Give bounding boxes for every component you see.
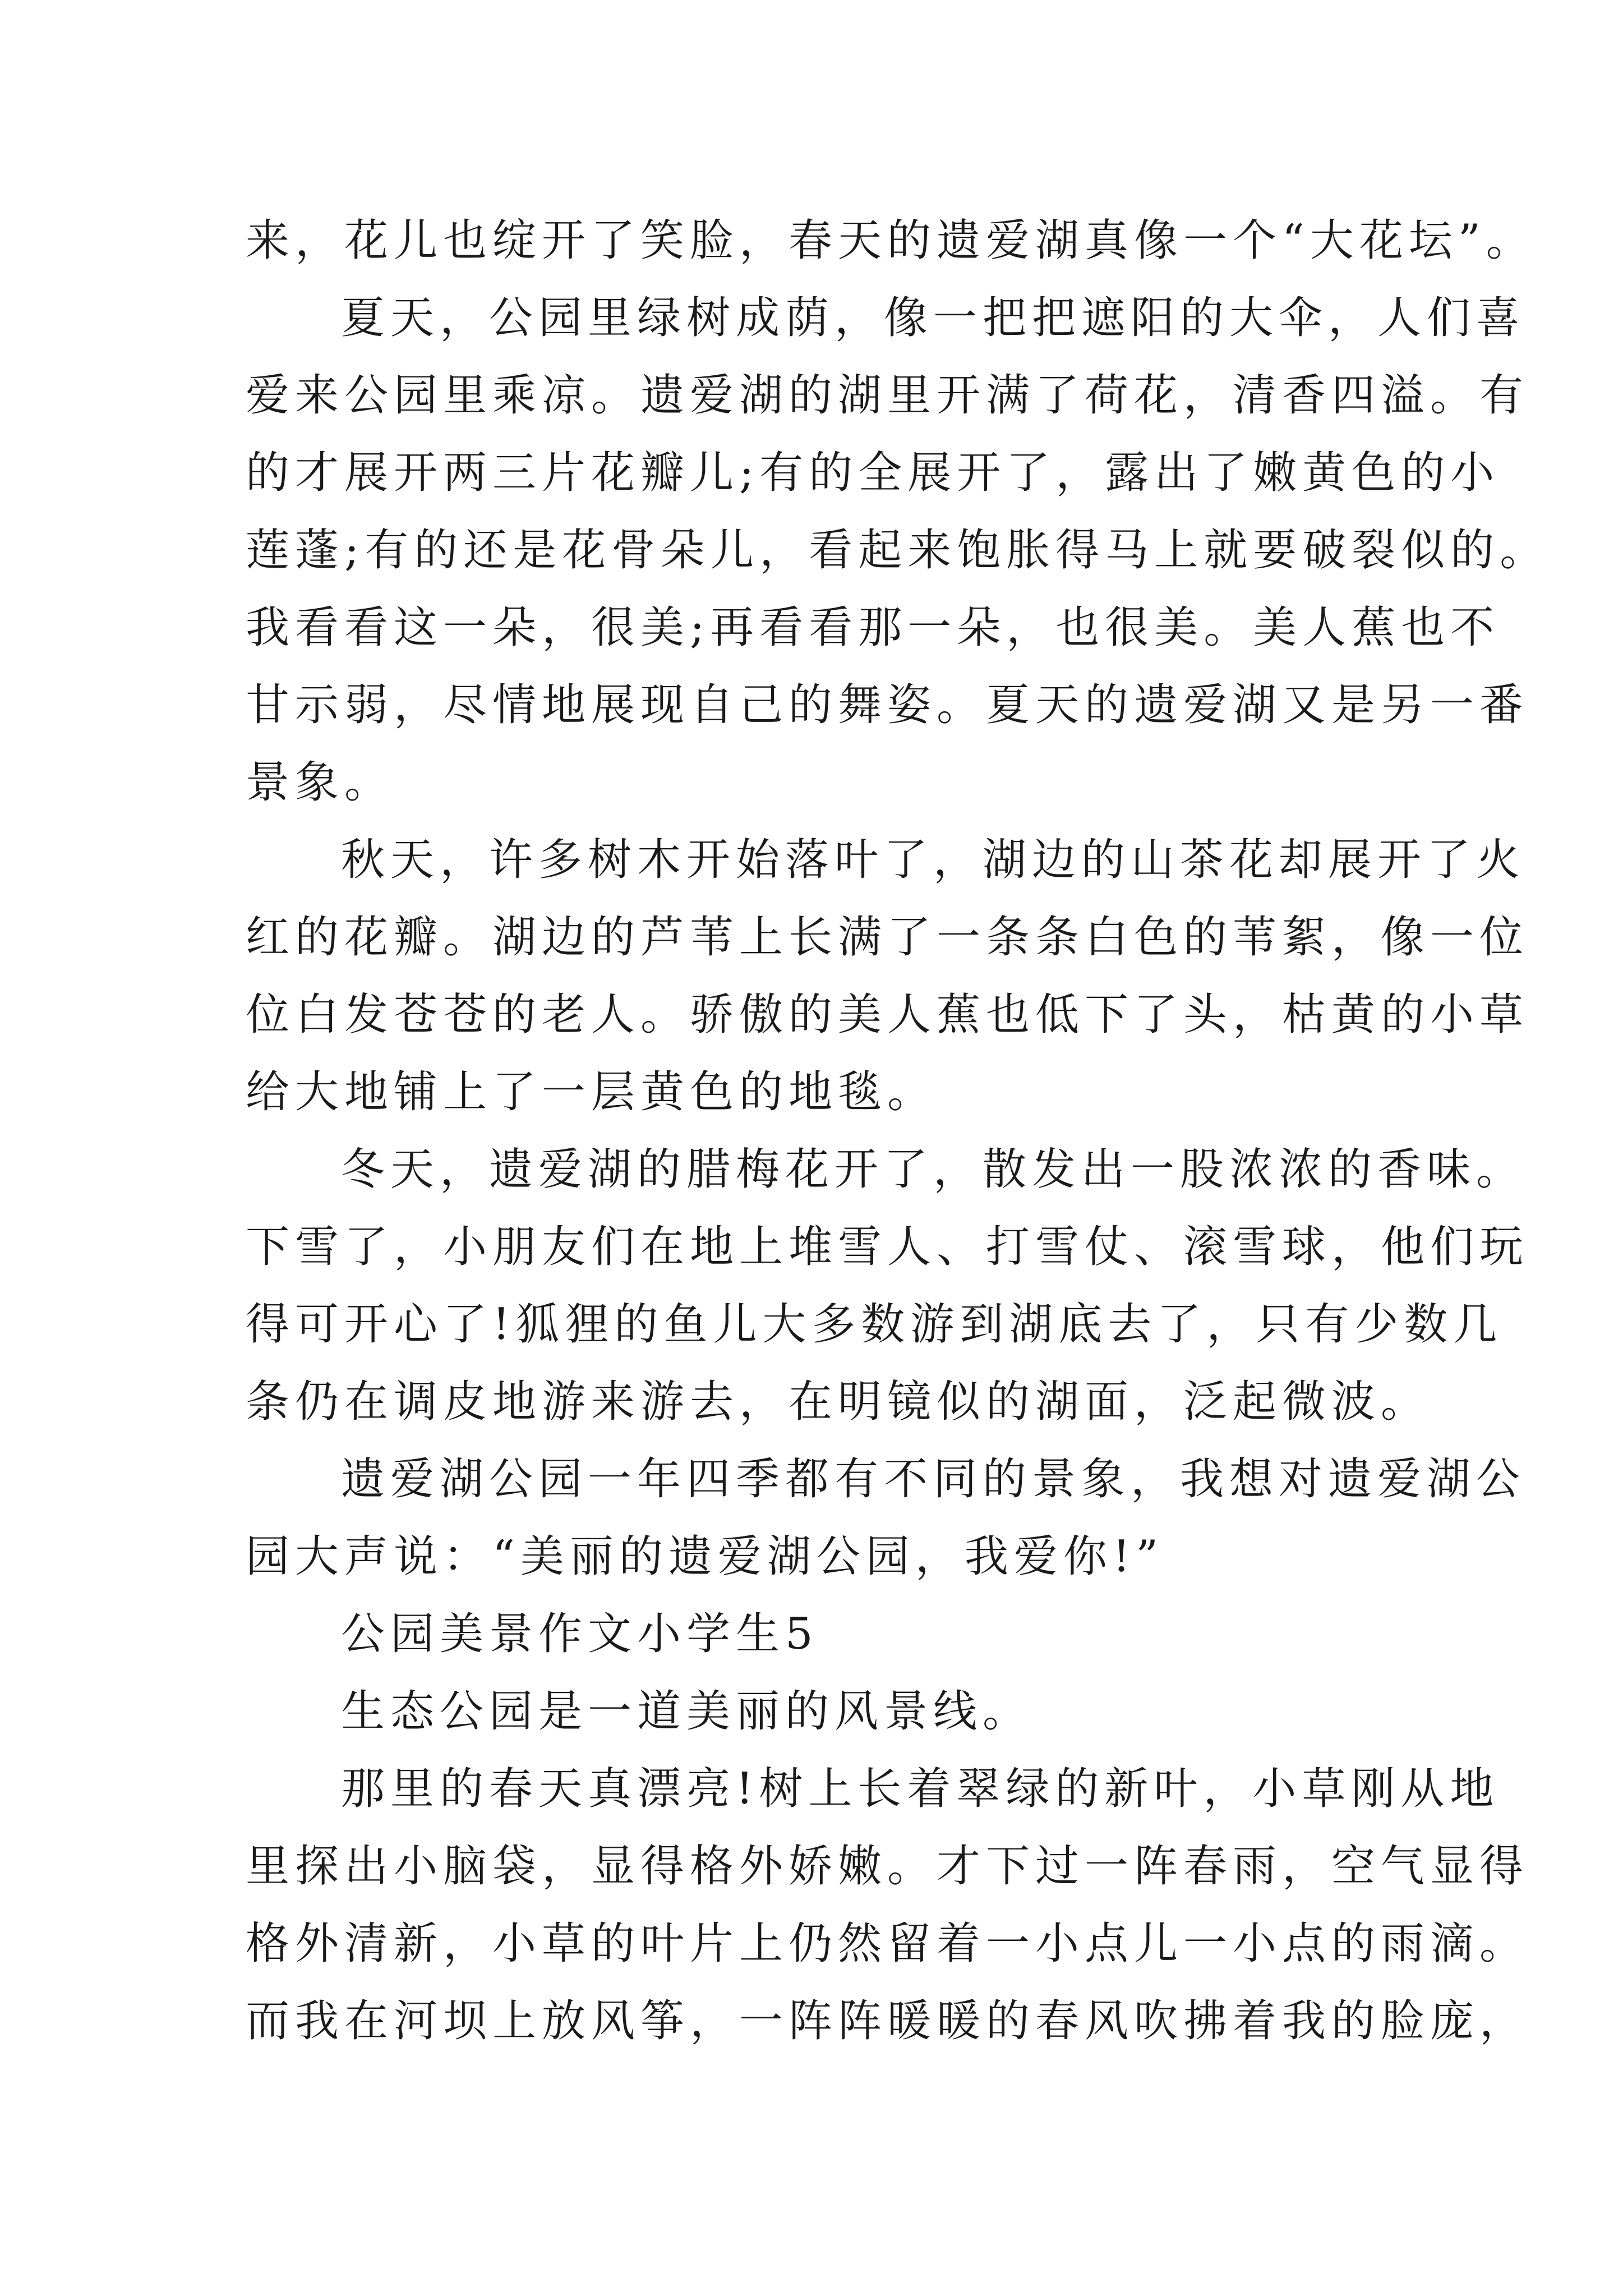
text-line: 里探出小脑袋，显得格外娇嫩。才下过一阵春雨，空气显得 bbox=[246, 1841, 1529, 1892]
essay-heading: 公园美景作文小学生5 bbox=[341, 1609, 819, 1659]
text-line: 条仍在调皮地游来游去，在明镜似的湖面，泛起微波。 bbox=[246, 1377, 1431, 1427]
text-line: 园大声说：“美丽的遗爱湖公园，我爱你!” bbox=[246, 1531, 1164, 1582]
text-line: 莲蓬;有的还是花骨朵儿，看起来饱胀得马上就要破裂似的。 bbox=[246, 525, 1550, 576]
text-line: 得可开心了!狐狸的鱼儿大多数游到湖底去了，只有少数几 bbox=[246, 1299, 1503, 1350]
text-line: 的才展开两三片花瓣儿;有的全展开了，露出了嫩黄色的小 bbox=[246, 448, 1500, 498]
paragraph-winter-start: 冬天，遗爱湖的腊梅花开了，散发出一股浓浓的香味。 bbox=[341, 1144, 1526, 1195]
paragraph-conclusion-start: 遗爱湖公园一年四季都有不同的景象，我想对遗爱湖公 bbox=[341, 1454, 1526, 1504]
paragraph-intro: 生态公园是一道美丽的风景线。 bbox=[341, 1686, 1032, 1737]
text-line: 位白发苍苍的老人。骄傲的美人蕉也低下了头，枯黄的小草 bbox=[246, 990, 1529, 1040]
text-line: 下雪了，小朋友们在地上堆雪人、打雪仗、滚雪球，他们玩 bbox=[246, 1222, 1529, 1272]
text-line: 给大地铺上了一层黄色的地毯。 bbox=[246, 1067, 937, 1117]
text-line: 而我在河坝上放风筝，一阵阵暖暖的春风吹拂着我的脸庞， bbox=[246, 1996, 1529, 2046]
text-line: 格外清新，小草的叶片上仍然留着一小点儿一小点的雨滴。 bbox=[246, 1918, 1529, 1969]
text-line: 红的花瓣。湖边的芦苇上长满了一条条白色的苇絮，像一位 bbox=[246, 912, 1529, 963]
text-line: 来，花儿也绽开了笑脸，春天的遗爱湖真像一个“大花坛”。 bbox=[246, 215, 1536, 266]
document-body bbox=[246, 202, 1550, 2060]
paragraph-autumn-start: 秋天，许多树木开始落叶了，湖边的山茶花却展开了火 bbox=[341, 835, 1526, 885]
text-line: 我看看这一朵，很美;再看看那一朵，也很美。美人蕉也不 bbox=[246, 602, 1500, 653]
text-line: 甘示弱，尽情地展现自己的舞姿。夏天的遗爱湖又是另一番 bbox=[246, 680, 1529, 730]
text-line: 爱来公园里乘凉。遗爱湖的湖里开满了荷花，清香四溢。有 bbox=[246, 370, 1529, 421]
text-line: 景象。 bbox=[246, 757, 394, 808]
paragraph-summer-start: 夏天，公园里绿树成荫，像一把把遮阳的大伞，人们喜 bbox=[341, 293, 1526, 343]
paragraph-spring-start: 那里的春天真漂亮!树上长着翠绿的新叶，小草刚从地 bbox=[341, 1764, 1500, 1814]
